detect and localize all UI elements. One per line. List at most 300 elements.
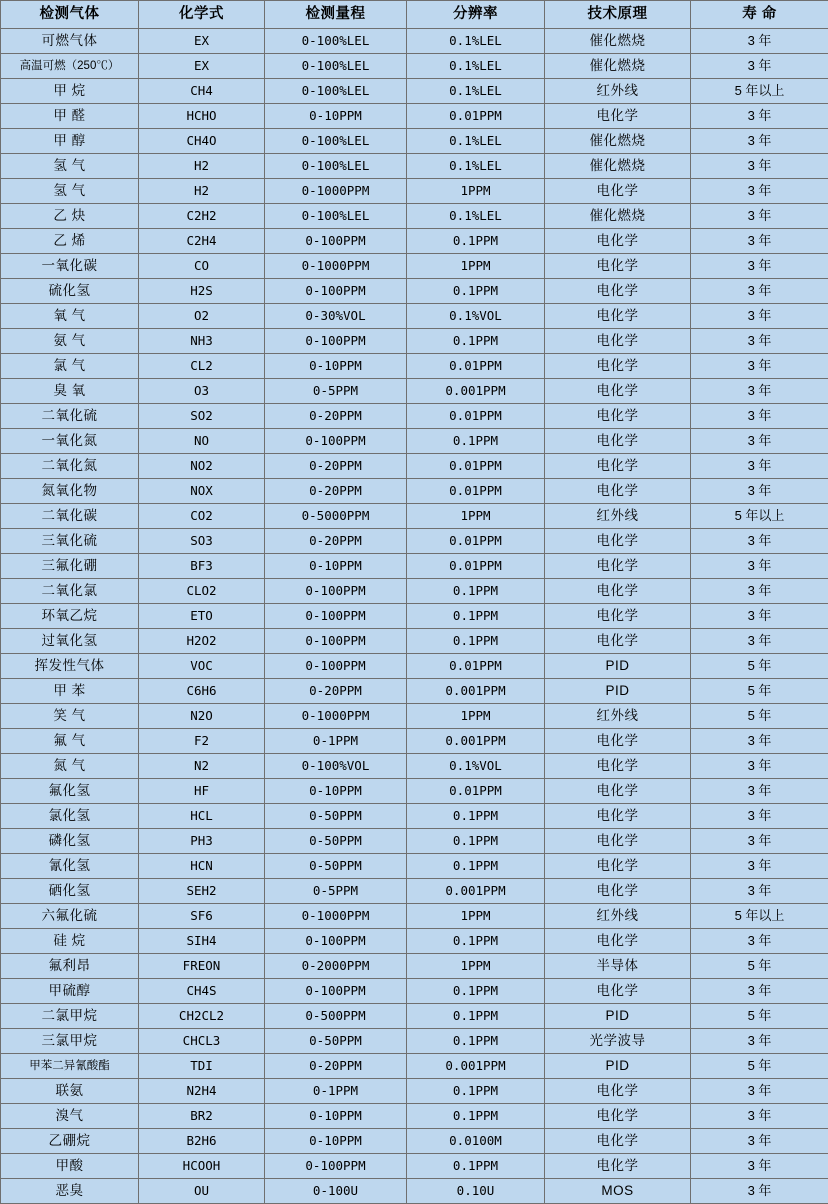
table-row: [1, 754, 828, 779]
cell-gas: 六氟化硫: [1, 904, 139, 929]
cell-principle: 电化学: [545, 854, 691, 879]
cell-formula: FREON: [139, 954, 265, 979]
cell-range: 0-100PPM: [265, 279, 407, 304]
cell-formula: N2H4: [139, 1079, 265, 1104]
cell-range: 0-100%VOL: [265, 754, 407, 779]
cell-formula: BF3: [139, 554, 265, 579]
cell-resolution: 0.1%LEL: [407, 29, 545, 54]
cell-resolution: 0.001PPM: [407, 1054, 545, 1079]
cell-formula: VOC: [139, 654, 265, 679]
cell-resolution: 0.1PPM: [407, 1104, 545, 1129]
cell-formula: C2H2: [139, 204, 265, 229]
table-row: [1, 54, 828, 79]
column-header-formula: 化学式: [139, 1, 265, 29]
cell-lifetime: 3 年: [691, 1104, 828, 1129]
cell-formula: C2H4: [139, 229, 265, 254]
table-row: [1, 954, 828, 979]
cell-gas: 可燃气体: [1, 29, 139, 54]
cell-lifetime: 3 年: [691, 779, 828, 804]
cell-gas: 氰化氢: [1, 854, 139, 879]
table-row: [1, 679, 828, 704]
cell-range: 0-100PPM: [265, 629, 407, 654]
cell-lifetime: 5 年: [691, 654, 828, 679]
cell-principle: PID: [545, 1054, 691, 1079]
cell-resolution: 0.1PPM: [407, 929, 545, 954]
cell-resolution: 0.1PPM: [407, 279, 545, 304]
cell-gas: 甲 烷: [1, 79, 139, 104]
cell-principle: 催化燃烧: [545, 129, 691, 154]
cell-resolution: 0.1PPM: [407, 829, 545, 854]
cell-range: 0-1000PPM: [265, 254, 407, 279]
cell-resolution: 1PPM: [407, 179, 545, 204]
cell-range: 0-10PPM: [265, 1104, 407, 1129]
cell-gas: 挥发性气体: [1, 654, 139, 679]
cell-lifetime: 3 年: [691, 529, 828, 554]
cell-gas: 甲 苯: [1, 679, 139, 704]
cell-resolution: 0.1%VOL: [407, 304, 545, 329]
cell-lifetime: 5 年以上: [691, 79, 828, 104]
cell-resolution: 0.01PPM: [407, 479, 545, 504]
cell-formula: SO2: [139, 404, 265, 429]
cell-gas: 三氧化硫: [1, 529, 139, 554]
cell-range: 0-100%LEL: [265, 79, 407, 104]
cell-principle: 催化燃烧: [545, 154, 691, 179]
cell-gas: 氮氧化物: [1, 479, 139, 504]
cell-formula: NO: [139, 429, 265, 454]
cell-gas: 二氧化硫: [1, 404, 139, 429]
cell-resolution: 0.10U: [407, 1179, 545, 1204]
cell-lifetime: 3 年: [691, 204, 828, 229]
cell-principle: 电化学: [545, 429, 691, 454]
table-row: [1, 804, 828, 829]
table-row: [1, 104, 828, 129]
cell-range: 0-1000PPM: [265, 704, 407, 729]
cell-formula: CH2CL2: [139, 1004, 265, 1029]
cell-formula: C6H6: [139, 679, 265, 704]
cell-gas: 二氧化氮: [1, 454, 139, 479]
cell-lifetime: 3 年: [691, 279, 828, 304]
cell-gas: 二氧化碳: [1, 504, 139, 529]
cell-range: 0-5PPM: [265, 379, 407, 404]
cell-range: 0-500PPM: [265, 1004, 407, 1029]
cell-range: 0-100PPM: [265, 229, 407, 254]
cell-resolution: 0.0100M: [407, 1129, 545, 1154]
cell-formula: H2S: [139, 279, 265, 304]
cell-lifetime: 3 年: [691, 829, 828, 854]
cell-principle: 半导体: [545, 954, 691, 979]
cell-lifetime: 3 年: [691, 229, 828, 254]
cell-formula: CH4: [139, 79, 265, 104]
cell-principle: PID: [545, 679, 691, 704]
cell-gas: 二氧化氯: [1, 579, 139, 604]
cell-lifetime: 3 年: [691, 979, 828, 1004]
cell-gas: 氯化氢: [1, 804, 139, 829]
cell-resolution: 0.1%LEL: [407, 204, 545, 229]
cell-range: 0-1000PPM: [265, 904, 407, 929]
cell-principle: 电化学: [545, 529, 691, 554]
cell-lifetime: 3 年: [691, 579, 828, 604]
cell-formula: HCHO: [139, 104, 265, 129]
cell-gas: 氢 气: [1, 154, 139, 179]
cell-range: 0-50PPM: [265, 1029, 407, 1054]
cell-formula: HCL: [139, 804, 265, 829]
cell-principle: PID: [545, 654, 691, 679]
cell-gas: 一氧化碳: [1, 254, 139, 279]
cell-resolution: 0.1PPM: [407, 629, 545, 654]
cell-formula: SO3: [139, 529, 265, 554]
table-row: [1, 279, 828, 304]
cell-range: 0-100%LEL: [265, 204, 407, 229]
table-row: [1, 429, 828, 454]
cell-lifetime: 3 年: [691, 854, 828, 879]
cell-gas: 甲苯二异氰酸酯: [1, 1054, 139, 1079]
cell-formula: NO2: [139, 454, 265, 479]
cell-range: 0-100%LEL: [265, 54, 407, 79]
cell-range: 0-100PPM: [265, 429, 407, 454]
cell-principle: 催化燃烧: [545, 54, 691, 79]
cell-range: 0-100%LEL: [265, 129, 407, 154]
cell-gas: 乙 烯: [1, 229, 139, 254]
cell-formula: SF6: [139, 904, 265, 929]
cell-gas: 甲酸: [1, 1154, 139, 1179]
cell-principle: 电化学: [545, 329, 691, 354]
table-row: [1, 479, 828, 504]
table-row: [1, 154, 828, 179]
cell-resolution: 0.1%LEL: [407, 54, 545, 79]
cell-principle: 电化学: [545, 879, 691, 904]
cell-resolution: 0.001PPM: [407, 729, 545, 754]
cell-gas: 甲硫醇: [1, 979, 139, 1004]
cell-resolution: 0.001PPM: [407, 379, 545, 404]
table-row: [1, 1104, 828, 1129]
cell-lifetime: 3 年: [691, 354, 828, 379]
cell-lifetime: 3 年: [691, 1079, 828, 1104]
cell-gas: 甲 醇: [1, 129, 139, 154]
cell-gas: 甲 醛: [1, 104, 139, 129]
cell-resolution: 1PPM: [407, 954, 545, 979]
cell-lifetime: 3 年: [691, 879, 828, 904]
cell-lifetime: 3 年: [691, 129, 828, 154]
cell-lifetime: 5 年以上: [691, 904, 828, 929]
cell-lifetime: 5 年以上: [691, 504, 828, 529]
cell-resolution: 0.1%LEL: [407, 129, 545, 154]
table-row: [1, 179, 828, 204]
cell-gas: 恶臭: [1, 1179, 139, 1204]
cell-gas: 氧 气: [1, 304, 139, 329]
cell-formula: CO: [139, 254, 265, 279]
cell-gas: 氟利昂: [1, 954, 139, 979]
cell-principle: 电化学: [545, 579, 691, 604]
cell-lifetime: 3 年: [691, 104, 828, 129]
cell-principle: 电化学: [545, 754, 691, 779]
table-row: [1, 1054, 828, 1079]
cell-range: 0-20PPM: [265, 1054, 407, 1079]
cell-gas: 氟 气: [1, 729, 139, 754]
cell-principle: 电化学: [545, 779, 691, 804]
cell-gas: 二氯甲烷: [1, 1004, 139, 1029]
cell-lifetime: 3 年: [691, 604, 828, 629]
cell-range: 0-5000PPM: [265, 504, 407, 529]
cell-lifetime: 3 年: [691, 1129, 828, 1154]
cell-gas: 氯 气: [1, 354, 139, 379]
cell-resolution: 0.1PPM: [407, 854, 545, 879]
table-body: [1, 29, 828, 1204]
cell-formula: NOX: [139, 479, 265, 504]
cell-gas: 硒化氢: [1, 879, 139, 904]
cell-range: 0-20PPM: [265, 529, 407, 554]
cell-principle: 红外线: [545, 504, 691, 529]
cell-principle: 电化学: [545, 229, 691, 254]
table-row: [1, 29, 828, 54]
cell-formula: F2: [139, 729, 265, 754]
cell-resolution: 0.1PPM: [407, 229, 545, 254]
cell-range: 0-100PPM: [265, 579, 407, 604]
cell-gas: 臭 氧: [1, 379, 139, 404]
cell-principle: 电化学: [545, 454, 691, 479]
cell-lifetime: 3 年: [691, 54, 828, 79]
column-header-principle: 技术原理: [545, 1, 691, 29]
cell-gas: 联氨: [1, 1079, 139, 1104]
cell-resolution: 0.01PPM: [407, 554, 545, 579]
cell-principle: 电化学: [545, 479, 691, 504]
cell-formula: ETO: [139, 604, 265, 629]
cell-lifetime: 5 年: [691, 1004, 828, 1029]
cell-principle: 电化学: [545, 1129, 691, 1154]
cell-lifetime: 5 年: [691, 954, 828, 979]
cell-range: 0-100U: [265, 1179, 407, 1204]
cell-resolution: 0.1PPM: [407, 579, 545, 604]
cell-formula: CLO2: [139, 579, 265, 604]
cell-formula: SIH4: [139, 929, 265, 954]
cell-principle: 电化学: [545, 979, 691, 1004]
cell-resolution: 0.01PPM: [407, 779, 545, 804]
cell-formula: N2: [139, 754, 265, 779]
cell-formula: CO2: [139, 504, 265, 529]
table-header-row: [1, 1, 828, 29]
cell-formula: HCN: [139, 854, 265, 879]
cell-gas: 氨 气: [1, 329, 139, 354]
cell-formula: EX: [139, 29, 265, 54]
table-row: [1, 729, 828, 754]
cell-principle: 电化学: [545, 379, 691, 404]
column-header-resolution: 分辨率: [407, 1, 545, 29]
cell-range: 0-1PPM: [265, 729, 407, 754]
table-row: [1, 1029, 828, 1054]
cell-resolution: 0.1PPM: [407, 979, 545, 1004]
cell-formula: PH3: [139, 829, 265, 854]
cell-range: 0-50PPM: [265, 854, 407, 879]
table-row: [1, 1179, 828, 1204]
cell-gas: 过氧化氢: [1, 629, 139, 654]
cell-resolution: 0.001PPM: [407, 879, 545, 904]
cell-formula: NH3: [139, 329, 265, 354]
table-row: [1, 854, 828, 879]
cell-range: 0-20PPM: [265, 479, 407, 504]
cell-lifetime: 5 年: [691, 679, 828, 704]
table-row: [1, 629, 828, 654]
cell-principle: 红外线: [545, 704, 691, 729]
cell-resolution: 0.01PPM: [407, 104, 545, 129]
cell-range: 0-100PPM: [265, 979, 407, 1004]
cell-principle: 电化学: [545, 604, 691, 629]
cell-lifetime: 3 年: [691, 929, 828, 954]
cell-range: 0-5PPM: [265, 879, 407, 904]
cell-range: 0-10PPM: [265, 554, 407, 579]
table-row: [1, 704, 828, 729]
cell-resolution: 0.1%LEL: [407, 79, 545, 104]
cell-lifetime: 3 年: [691, 754, 828, 779]
cell-range: 0-100PPM: [265, 1154, 407, 1179]
cell-range: 0-10PPM: [265, 779, 407, 804]
table-row: [1, 454, 828, 479]
table-row: [1, 1004, 828, 1029]
cell-principle: 催化燃烧: [545, 204, 691, 229]
cell-resolution: 0.1PPM: [407, 804, 545, 829]
cell-principle: MOS: [545, 1179, 691, 1204]
table-row: [1, 529, 828, 554]
cell-formula: CHCL3: [139, 1029, 265, 1054]
cell-range: 0-30%VOL: [265, 304, 407, 329]
cell-lifetime: 3 年: [691, 179, 828, 204]
table-header: [1, 1, 828, 29]
cell-formula: CH4O: [139, 129, 265, 154]
cell-resolution: 0.1PPM: [407, 604, 545, 629]
cell-formula: OU: [139, 1179, 265, 1204]
cell-resolution: 0.1PPM: [407, 329, 545, 354]
cell-principle: 电化学: [545, 729, 691, 754]
cell-gas: 氮 气: [1, 754, 139, 779]
table-row: [1, 879, 828, 904]
table-row: [1, 379, 828, 404]
table-row: [1, 654, 828, 679]
cell-resolution: 0.1PPM: [407, 1079, 545, 1104]
cell-principle: 红外线: [545, 79, 691, 104]
cell-resolution: 0.1PPM: [407, 429, 545, 454]
cell-gas: 氟化氢: [1, 779, 139, 804]
column-header-range: 检测量程: [265, 1, 407, 29]
cell-principle: 电化学: [545, 354, 691, 379]
table-row: [1, 304, 828, 329]
cell-principle: 电化学: [545, 804, 691, 829]
cell-gas: 一氧化氮: [1, 429, 139, 454]
cell-gas: 高温可燃（250℃）: [1, 54, 139, 79]
cell-lifetime: 3 年: [691, 329, 828, 354]
cell-gas: 乙硼烷: [1, 1129, 139, 1154]
table-row: [1, 554, 828, 579]
cell-resolution: 0.1PPM: [407, 1154, 545, 1179]
cell-lifetime: 3 年: [691, 1154, 828, 1179]
cell-resolution: 1PPM: [407, 254, 545, 279]
cell-formula: CL2: [139, 354, 265, 379]
table-row: [1, 79, 828, 104]
cell-lifetime: 5 年: [691, 704, 828, 729]
cell-lifetime: 5 年: [691, 1054, 828, 1079]
cell-principle: 催化燃烧: [545, 29, 691, 54]
cell-lifetime: 3 年: [691, 804, 828, 829]
cell-principle: 红外线: [545, 904, 691, 929]
cell-lifetime: 3 年: [691, 379, 828, 404]
cell-principle: 电化学: [545, 404, 691, 429]
cell-principle: 电化学: [545, 104, 691, 129]
table-row: [1, 354, 828, 379]
cell-formula: TDI: [139, 1054, 265, 1079]
cell-resolution: 0.01PPM: [407, 654, 545, 679]
table-row: [1, 504, 828, 529]
cell-lifetime: 3 年: [691, 454, 828, 479]
cell-lifetime: 3 年: [691, 554, 828, 579]
cell-resolution: 0.01PPM: [407, 404, 545, 429]
cell-range: 0-10PPM: [265, 104, 407, 129]
cell-resolution: 0.1PPM: [407, 1029, 545, 1054]
cell-gas: 环氧乙烷: [1, 604, 139, 629]
cell-formula: B2H6: [139, 1129, 265, 1154]
cell-range: 0-100PPM: [265, 329, 407, 354]
cell-range: 0-100%LEL: [265, 154, 407, 179]
cell-principle: 电化学: [545, 254, 691, 279]
table-row: [1, 404, 828, 429]
cell-resolution: 0.1%LEL: [407, 154, 545, 179]
cell-range: 0-100PPM: [265, 929, 407, 954]
table-row: [1, 979, 828, 1004]
cell-formula: O3: [139, 379, 265, 404]
cell-principle: 电化学: [545, 279, 691, 304]
table-row: [1, 1129, 828, 1154]
cell-principle: 电化学: [545, 1079, 691, 1104]
cell-range: 0-100PPM: [265, 604, 407, 629]
cell-range: 0-1PPM: [265, 1079, 407, 1104]
cell-range: 0-50PPM: [265, 804, 407, 829]
cell-formula: CH4S: [139, 979, 265, 1004]
cell-formula: H2: [139, 154, 265, 179]
cell-lifetime: 3 年: [691, 429, 828, 454]
table-row: [1, 929, 828, 954]
cell-principle: 电化学: [545, 1154, 691, 1179]
cell-resolution: 0.01PPM: [407, 454, 545, 479]
table-row: [1, 904, 828, 929]
cell-formula: SEH2: [139, 879, 265, 904]
table-row: [1, 204, 828, 229]
cell-resolution: 1PPM: [407, 904, 545, 929]
cell-range: 0-100PPM: [265, 654, 407, 679]
cell-gas: 乙 炔: [1, 204, 139, 229]
cell-gas: 笑 气: [1, 704, 139, 729]
table-row: [1, 1154, 828, 1179]
cell-formula: N2O: [139, 704, 265, 729]
table-row: [1, 329, 828, 354]
cell-resolution: 0.1PPM: [407, 1004, 545, 1029]
table-row: [1, 579, 828, 604]
cell-lifetime: 3 年: [691, 479, 828, 504]
cell-formula: O2: [139, 304, 265, 329]
cell-resolution: 1PPM: [407, 504, 545, 529]
cell-principle: PID: [545, 1004, 691, 1029]
cell-lifetime: 3 年: [691, 1179, 828, 1204]
cell-principle: 电化学: [545, 554, 691, 579]
cell-gas: 溴气: [1, 1104, 139, 1129]
cell-principle: 光学波导: [545, 1029, 691, 1054]
table-row: [1, 779, 828, 804]
cell-gas: 三氟化硼: [1, 554, 139, 579]
cell-lifetime: 3 年: [691, 254, 828, 279]
table-row: [1, 829, 828, 854]
cell-resolution: 0.01PPM: [407, 354, 545, 379]
table-row: [1, 129, 828, 154]
cell-principle: 电化学: [545, 179, 691, 204]
cell-principle: 电化学: [545, 304, 691, 329]
cell-lifetime: 3 年: [691, 1029, 828, 1054]
table-row: [1, 229, 828, 254]
column-header-lifetime: 寿 命: [691, 1, 828, 29]
